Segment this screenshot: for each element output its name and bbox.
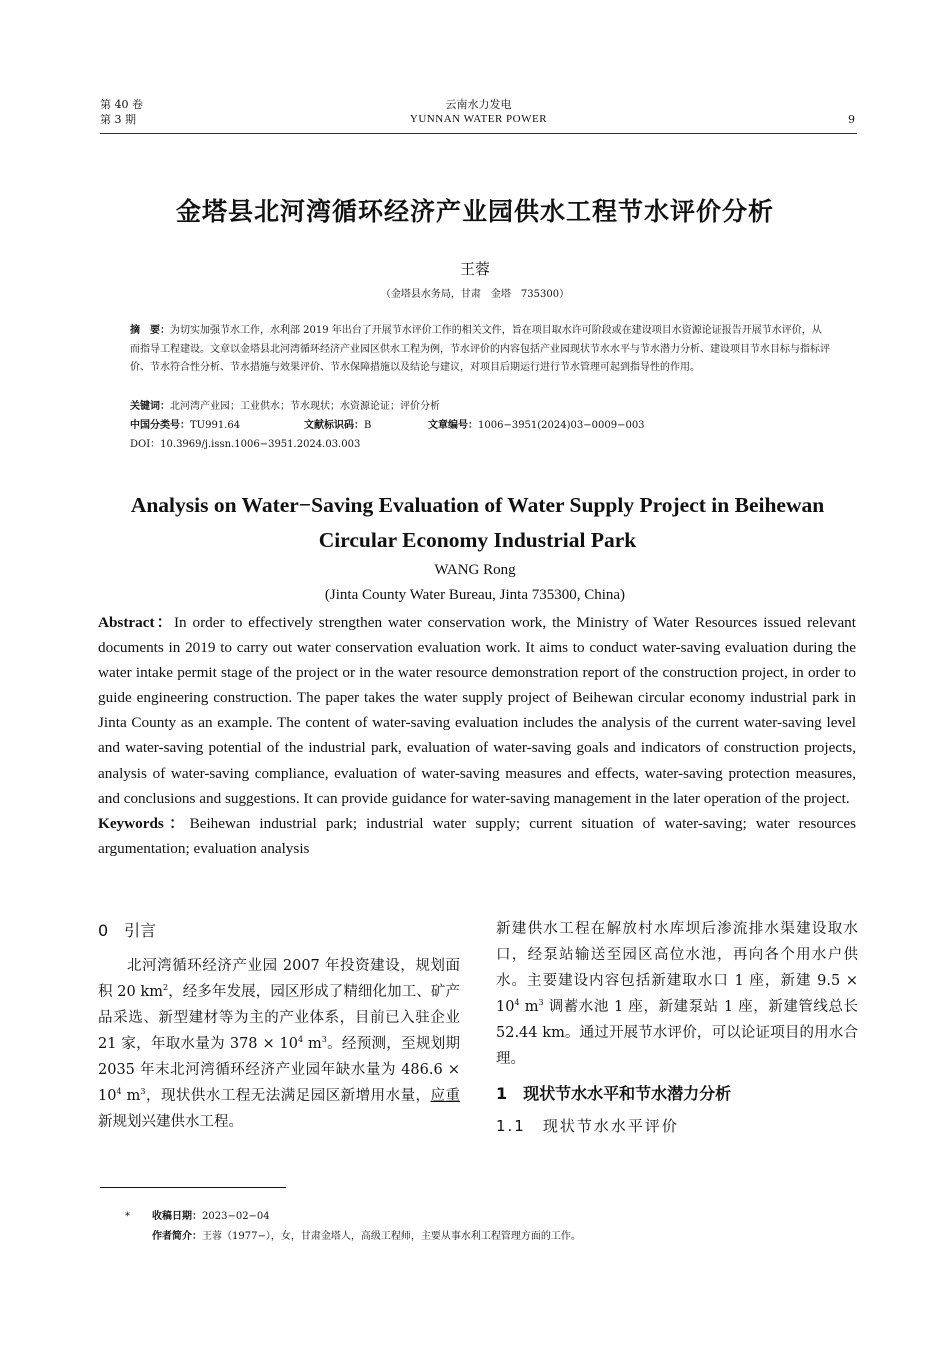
superscript: 4 xyxy=(297,1035,304,1045)
doi: DOI：10.3969/j.issn.1006−3951.2024.03.003 xyxy=(130,439,361,450)
journal-name-en: YUNNAN WATER POWER xyxy=(409,113,548,125)
affiliation-cn: （金塔县水务局，甘肃 金塔 735300） xyxy=(380,289,570,300)
abstract-cn-text: 为切实加强节水工作，水利部 2019 年出台了开展节水评价工作的相关文件，旨在项目取水许可阶段或在建设项目水资源论证报告开展节水评价，从而指导工程建设。文章以金塔县北河湾循环经济产业园区供水工程为例，节水评价的内容包括产业园现状节水水平与节水潜力分析、建设项目节水目标与指标评价、节水符合性分析、节水措施与效果评价、节水保障措施以及结论与建议，对项目后期运行进行节水管理可起到指导性的作用。 xyxy=(130,325,830,373)
doc-code-value: B xyxy=(364,420,372,431)
author-en: WANG Rong xyxy=(434,562,516,578)
bio-value: 王蓉（1977−），女，甘肃金塔人，高级工程师，主要从事水利工程管理方面的工作。 xyxy=(202,1231,581,1242)
text-run: ，现状供水工程无法满足园区新增用水量， xyxy=(145,1088,431,1104)
bio-label: 作者简介： xyxy=(152,1231,202,1242)
text-run: m xyxy=(519,999,539,1015)
footnote-star: * xyxy=(125,1211,130,1222)
keywords-en-text: Beihewan industrial park; industrial water supply; current situation of water-saving; water resources argumentation; evaluation analysis xyxy=(98,814,857,857)
keywords-cn-label: 关键词： xyxy=(130,401,170,412)
abstract-cn-label: 摘 要： xyxy=(130,325,170,336)
text-run: 新建供水工程在解放村水库坝后渗流排水渠建设取水口，经泵站输送至园区高位水池，再向各个用水户供水。主要建设内容包括新建取水口 1 座，新建 9.5 × 10 xyxy=(496,921,858,1015)
text-run: 新规划兴建供水工程。 xyxy=(98,1114,243,1130)
text-run: 北河湾循环经济产业园 2007 年投资建设，规划面积 20 km xyxy=(98,958,460,1000)
right-column-paragraph xyxy=(496,916,858,1072)
clc-label: 中国分类号： xyxy=(130,420,190,431)
keywords-en xyxy=(98,811,856,861)
issue: 第 3 期 xyxy=(100,113,136,126)
superscript: 3 xyxy=(321,1035,327,1045)
abstract-en xyxy=(98,610,856,861)
received-value: 2023−02−04 xyxy=(202,1211,270,1222)
keywords-cn xyxy=(130,398,830,417)
keywords-en-label: Keywords xyxy=(98,814,164,832)
title-en xyxy=(96,488,859,558)
title-en-line2: Circular Economy Industrial Park xyxy=(318,528,637,552)
article-number-value: 1006−3951(2024)03−0009−003 xyxy=(478,420,645,431)
superscript: 3 xyxy=(140,1087,146,1097)
abstract-en-body xyxy=(98,610,856,811)
footnote-bio xyxy=(152,1227,581,1242)
text-run: 。经预测，至规划期 2035 年末北河湾循环经济产业园年缺水量为 486.6 × 10 xyxy=(98,1036,461,1104)
keywords-cn-text: 北河湾产业园；工业供水；节水现状；水资源论证；评价分析 xyxy=(170,401,440,412)
text-run: m xyxy=(303,1036,322,1052)
superscript: 2 xyxy=(163,983,169,993)
section-1-heading: 1 现状节水水平和节水潜力分析 xyxy=(496,1084,732,1103)
article-number-label: 文章编号： xyxy=(428,420,478,431)
running-header xyxy=(100,97,857,134)
classification-line xyxy=(130,417,830,436)
author-cn: 王蓉 xyxy=(459,260,490,278)
keywords-en-colon: ： xyxy=(163,814,190,832)
abstract-cn xyxy=(130,322,830,378)
abstract-en-text: In order to effectively strengthen water conservation work, the Ministry of Water Resources issued relevant documents in 2019 to carry out water conservation evaluation work. It aims to conduct water-saving evaluation during the water intake permit stage of the project or in the water resource demonstration report of the construction project, in order to guide engineering construction. The paper takes the water supply project of Beihewan circular economy industrial park in Jinta County as an example. The content of water-saving evaluation includes the analysis of the current water-saving level and water-saving potential of the industrial park, evaluation of water-saving goals and indicators of construction projects, analysis of water-saving compliance, evaluation of water-saving measures and effects, water-saving protection measures, and conclusions and suggestions. It can provide guidance for water-saving management in the later operation of the project. xyxy=(98,614,856,807)
abstract-en-label: Abstract xyxy=(98,614,155,631)
journal-name xyxy=(100,97,857,127)
section-0-paragraph xyxy=(98,953,460,1135)
affiliation-en: (Jinta County Water Bureau, Jinta 735300, China) xyxy=(324,587,626,603)
text-run: ，经多年发展，园区形成了精细化加工、矿产品采选、新型建材等为主的产业体系，目前已入驻企业 21 家，年取水量为 378 × 10 xyxy=(98,984,460,1052)
abstract-en-colon: ： xyxy=(154,614,174,631)
title-en-line1: Analysis on Water−Saving Evaluation of Water Supply Project in Beihewan xyxy=(130,493,825,517)
superscript: 4 xyxy=(514,998,520,1008)
left-column xyxy=(98,918,460,1135)
superscript: 3 xyxy=(538,998,544,1008)
footnote-divider xyxy=(100,1187,286,1188)
doc-code-label: 文献标识码： xyxy=(304,420,364,431)
journal-name-cn: 云南水力发电 xyxy=(445,98,512,111)
text-run: 调蓄水池 1 座，新建泵站 1 座，新建管线总长 52.44 km。通过开展节水评价，可以论证项目的用水合理。 xyxy=(496,999,858,1067)
superscript: 4 xyxy=(116,1087,122,1097)
title-cn: 金塔县北河湾循环经济产业园供水工程节水评价分析 xyxy=(175,197,774,226)
section-0-heading: 0 引言 xyxy=(98,921,157,940)
volume: 第 40 卷 xyxy=(100,98,143,111)
underlined-text: 应重 xyxy=(430,1088,461,1104)
footnote-received xyxy=(125,1207,270,1222)
text-run: m xyxy=(121,1088,141,1104)
page-number: 9 xyxy=(848,113,855,126)
section-1-1-heading: 1.1 现状节水水平评价 xyxy=(496,1117,679,1135)
received-label: 收稿日期： xyxy=(152,1211,202,1222)
clc-value: TU991.64 xyxy=(190,420,241,431)
right-column xyxy=(496,916,858,1139)
